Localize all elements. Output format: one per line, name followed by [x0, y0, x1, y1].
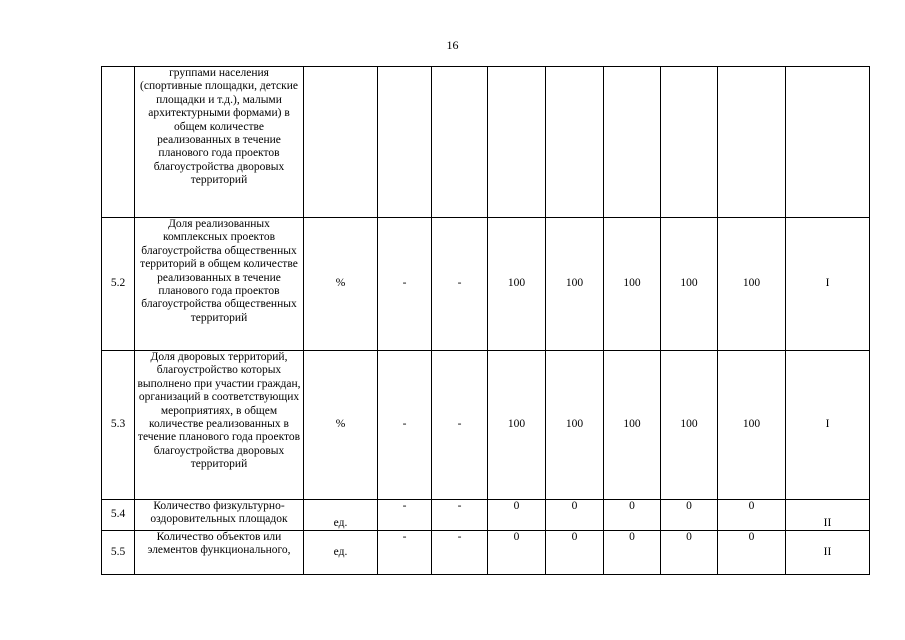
value-cell-6: 0 — [661, 531, 718, 575]
table-row — [102, 500, 870, 531]
value-cell-3: 0 — [488, 500, 546, 531]
unit-cell: ед. — [304, 531, 378, 575]
value-cell-5 — [604, 67, 661, 218]
value-cell-5: 0 — [604, 500, 661, 531]
value-cell-4 — [546, 67, 604, 218]
value-cell-3: 100 — [488, 218, 546, 351]
value-cell-2 — [432, 67, 488, 218]
indicators-table — [101, 66, 870, 575]
value-cell-6: 100 — [661, 351, 718, 500]
value-cell-6: 100 — [661, 218, 718, 351]
unit-cell — [304, 67, 378, 218]
value-cell-1: - — [378, 351, 432, 500]
indicator-name-cell: группами населения (спортивные площадки, детские площадки и т.д.), малыми архитектурными формами) в общем количестве реализованных в течение планового года проектов благоустройства дворовых территорий — [135, 67, 304, 218]
row-number-cell: 5.2 — [102, 218, 135, 351]
value-cell-5: 100 — [604, 218, 661, 351]
table-row — [102, 218, 870, 351]
indicator-name-cell: Доля реализованных комплексных проектов благоустройства общественных территорий в общем количестве реализованных в течение планового года проектов благоустройства общественных территорий — [135, 218, 304, 351]
value-cell-7: 100 — [718, 218, 786, 351]
unit-cell: % — [304, 351, 378, 500]
level-cell: II — [786, 500, 870, 531]
value-cell-2: - — [432, 218, 488, 351]
value-cell-7 — [718, 67, 786, 218]
indicator-name-cell: Доля дворовых территорий, благоустройство которых выполнено при участии граждан, организаций в соответствующих мероприятиях, в общем количестве реализованных в течение планового года проектов благоустройства дворовых территорий — [135, 351, 304, 500]
value-cell-1: - — [378, 500, 432, 531]
value-cell-5: 100 — [604, 351, 661, 500]
indicator-name-cell: Количество объектов или элементов функционального, — [135, 531, 304, 575]
value-cell-1: - — [378, 531, 432, 575]
indicator-name-cell: Количество физкультурно-оздоровительных площадок — [135, 500, 304, 531]
level-cell: I — [786, 351, 870, 500]
value-cell-7: 0 — [718, 500, 786, 531]
value-cell-2: - — [432, 500, 488, 531]
page-number: 16 — [446, 38, 459, 52]
row-number-cell: 5.3 — [102, 351, 135, 500]
value-cell-5: 0 — [604, 531, 661, 575]
table-row — [102, 67, 870, 218]
table-row — [102, 351, 870, 500]
row-number-cell — [102, 67, 135, 218]
value-cell-3: 0 — [488, 531, 546, 575]
level-cell: II — [786, 531, 870, 575]
row-number-cell: 5.4 — [102, 500, 135, 531]
value-cell-7: 0 — [718, 531, 786, 575]
level-cell: I — [786, 218, 870, 351]
table-row — [102, 531, 870, 575]
value-cell-2: - — [432, 531, 488, 575]
value-cell-6: 0 — [661, 500, 718, 531]
value-cell-2: - — [432, 351, 488, 500]
value-cell-3: 100 — [488, 351, 546, 500]
unit-cell: % — [304, 218, 378, 351]
value-cell-1 — [378, 67, 432, 218]
unit-cell: ед. — [304, 500, 378, 531]
value-cell-6 — [661, 67, 718, 218]
value-cell-7: 100 — [718, 351, 786, 500]
value-cell-4: 0 — [546, 500, 604, 531]
value-cell-1: - — [378, 218, 432, 351]
value-cell-4: 100 — [546, 351, 604, 500]
level-cell — [786, 67, 870, 218]
value-cell-4: 100 — [546, 218, 604, 351]
row-number-cell: 5.5 — [102, 531, 135, 575]
value-cell-4: 0 — [546, 531, 604, 575]
value-cell-3 — [488, 67, 546, 218]
